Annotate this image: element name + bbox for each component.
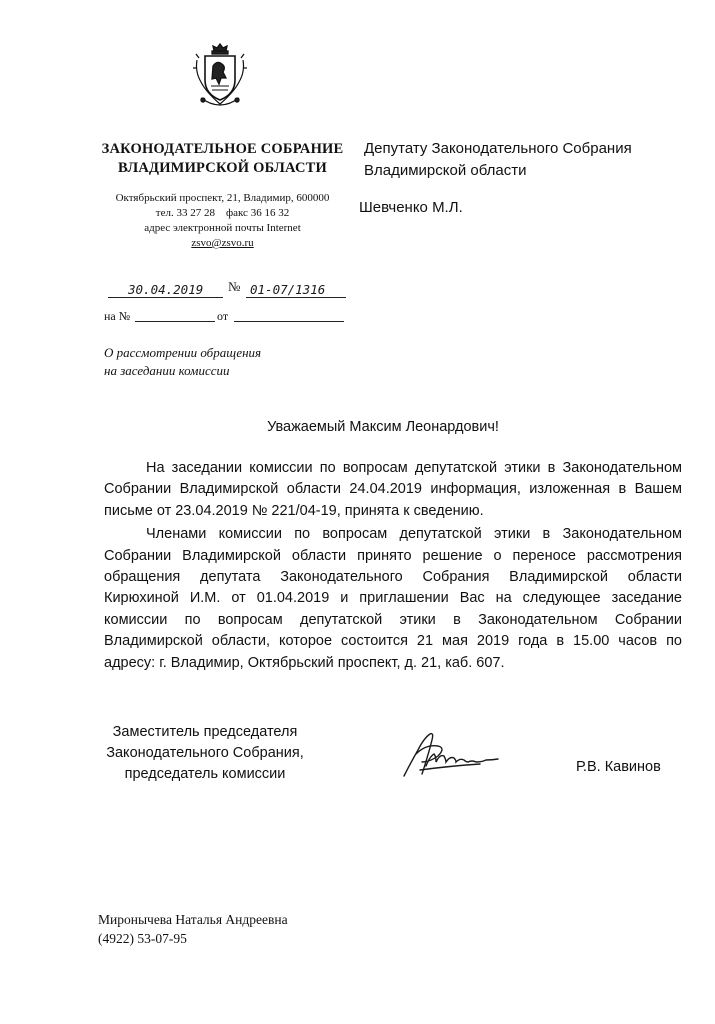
number-underline	[246, 297, 346, 298]
signer-name: Р.В. Кавинов	[576, 759, 661, 775]
letter-body	[104, 458, 682, 676]
on-no-underline	[135, 321, 215, 322]
subject-line-1: О рассмотрении обращения	[104, 345, 262, 360]
subject-line-2: на заседании комиссии	[104, 363, 230, 378]
email-link[interactable]: zsvo@zsvo.ru	[191, 237, 254, 249]
from-label: от	[217, 309, 229, 323]
address-line: Октябрьский проспект, 21, Владимир, 600000	[115, 192, 330, 204]
phone-fax: тел. 33 27 28 факс 36 16 32	[155, 207, 290, 219]
body-paragraph-2: Членами комиссии по вопросам депутатской этики в Законодательном Собрании Владимирской области принято решение о переносе рассмотрения обращения депутата Законодательного Собрания Владимирской области Кирюхиной И.М. от 01.04.2019 и приглашении Вас на следующее заседание комиссии по вопросам депутатской этики в Законодательном Собрании Владимирской области, которое состоится 21 мая 2019 года в 15.00 часов по адресу: г. Владимир, Октябрьский проспект, д. 21, каб. 607.	[104, 526, 682, 671]
reference-line	[104, 309, 346, 324]
recipient-line-2: Владимирской области	[364, 162, 527, 179]
handwritten-signature	[396, 718, 526, 788]
recipient-block	[364, 138, 684, 182]
signer-title-line-1: Заместитель председателя	[112, 724, 298, 740]
coat-of-arms-icon	[193, 42, 247, 110]
signer-title	[95, 722, 315, 785]
greeting: Уважаемый Максим Леонардович!	[267, 419, 499, 435]
signer-title-line-2: Законодательного Собрания,	[106, 745, 304, 761]
executor-info	[98, 910, 288, 948]
organization-address	[100, 191, 345, 251]
email-label: адрес электронной почты Internet	[144, 222, 301, 234]
from-underline	[234, 321, 344, 322]
registration-number: 01-07/1316	[250, 282, 326, 297]
signer-title-line-3: председатель комиссии	[124, 766, 286, 782]
recipient-line-1: Депутату Законодательного Собрания	[364, 140, 632, 157]
org-line-1: ЗАКОНОДАТЕЛЬНОЕ СОБРАНИЕ	[101, 141, 344, 157]
letter-subject	[104, 344, 261, 380]
on-no-label: на №	[104, 309, 131, 323]
org-line-2: ВЛАДИМИРСКОЙ ОБЛАСТИ	[118, 160, 327, 176]
recipient-name: Шевченко М.Л.	[359, 199, 463, 216]
date-underline	[108, 297, 223, 298]
executor-phone: (4922) 53-07-95	[98, 931, 187, 946]
body-paragraph-1: На заседании комиссии по вопросам депутатской этики в Законодательном Собрании Владимирской области 24.04.2019 информация, изложенная в Вашем письме от 23.04.2019 № 221/04-19, принята к сведению.	[104, 460, 682, 519]
executor-name: Миронычева Наталья Андреевна	[98, 912, 288, 927]
registration-line	[104, 280, 346, 300]
number-label: №	[228, 279, 241, 294]
registration-date: 30.04.2019	[128, 282, 204, 297]
organization-name	[100, 140, 345, 178]
